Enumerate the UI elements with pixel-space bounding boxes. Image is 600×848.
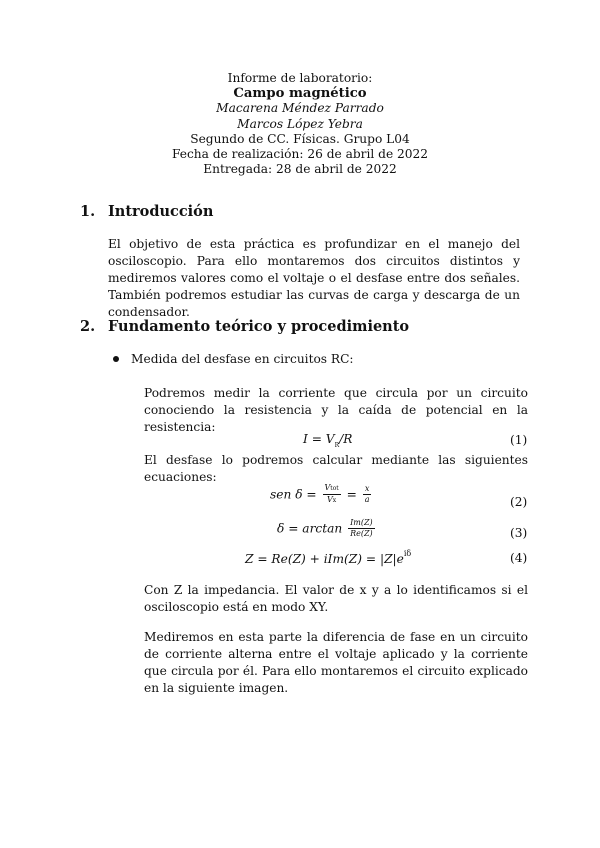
- eq1-lhs: I = V: [303, 432, 335, 446]
- report-type: Informe de laboratorio:: [227, 71, 373, 85]
- bullet-text: Medida del desfase en circuitos RC:: [131, 352, 354, 366]
- section-2-heading: [80, 318, 409, 335]
- intro-paragraph: El objetivo de esta práctica es profundizar en el manejo del osciloscopio. Para ello montaremos dos circuitos distintos y mediremos valores como el voltaje o el desfase entre dos señales. También podremos estudiar las curvas de carga y descarga de un condensador.: [108, 237, 520, 319]
- paragraph-procedure: Mediremos en esta parte la diferencia de fase en un circuito de corriente alterna entre el voltaje aplicado y la corriente que circula por él. Para ello montaremos el circuito explicado en la siguiente imagen.: [144, 630, 528, 695]
- bullet-dot-icon: [113, 356, 119, 362]
- date-delivered: Entregada: 28 de abril de 2022: [203, 162, 397, 177]
- eq2-fraction-1: [323, 483, 341, 506]
- eq2-fraction-2: [363, 484, 372, 505]
- eq2-num-top: V: [324, 483, 331, 492]
- author-1: Macarena Méndez Parrado: [216, 101, 384, 116]
- eq2-frac2-top: x: [363, 484, 372, 495]
- section-number: 1.: [80, 203, 96, 220]
- equation-4: [245, 549, 411, 566]
- eq2-num-bot: V: [327, 495, 333, 504]
- paragraph-current: Podremos medir la corriente que circula por un circuito conociendo la resistencia y la caída de potencial en la resistencia:: [144, 386, 528, 434]
- eq3-fraction: [348, 518, 375, 539]
- eq2-num-bot-sub: x: [332, 497, 337, 504]
- eq2-number: (2): [510, 495, 528, 509]
- report-title: Campo magnético: [233, 86, 367, 102]
- eq3-number: (3): [510, 526, 528, 540]
- bullet-item: [113, 352, 354, 366]
- section-title: Introducción: [108, 203, 214, 220]
- report-header: [0, 71, 600, 177]
- equation-1: [303, 432, 352, 449]
- section-title: Fundamento teórico y procedimiento: [108, 318, 410, 335]
- eq4-number: (4): [510, 551, 528, 565]
- equation-2: sen δ = $\frac{\text{Vtot}}{Vx}$ = $\frac{x}{a}$: [270, 483, 370, 504]
- eq3-bot: Re(Z): [350, 529, 373, 538]
- course-info: Segundo de CC. Físicas. Grupo L04: [190, 131, 410, 146]
- eq2-frac2-bot: a: [364, 495, 370, 504]
- eq4-text: Z = Re(Z) + iIm(Z) = |Z|e: [245, 552, 404, 566]
- date-done: Fecha de realización: 26 de abril de 2022: [171, 147, 429, 162]
- eq3-lhs: δ = arctan: [277, 521, 343, 536]
- eq1-number: (1): [510, 433, 528, 447]
- eq1-rhs: /R: [339, 432, 353, 446]
- eq4-sup: iδ: [403, 549, 412, 558]
- paragraph-phase: El desfase lo podremos calcular mediante las siguientes ecuaciones:: [144, 453, 528, 484]
- author-2: Marcos López Yebra: [237, 116, 363, 131]
- section-1-heading: [80, 203, 213, 220]
- section-number: 2.: [80, 318, 96, 335]
- eq1-sub: R: [334, 442, 340, 449]
- eq3-top: Im(Z): [348, 518, 375, 529]
- equation-3: [277, 518, 377, 539]
- paragraph-impedance: Con Z la impedancia. El valor de x y a lo identificamos si el osciloscopio está en modo XY.: [144, 583, 528, 614]
- eq2-num-top-sub: tot: [330, 485, 339, 492]
- eq2-lhs: sen δ =: [270, 487, 321, 502]
